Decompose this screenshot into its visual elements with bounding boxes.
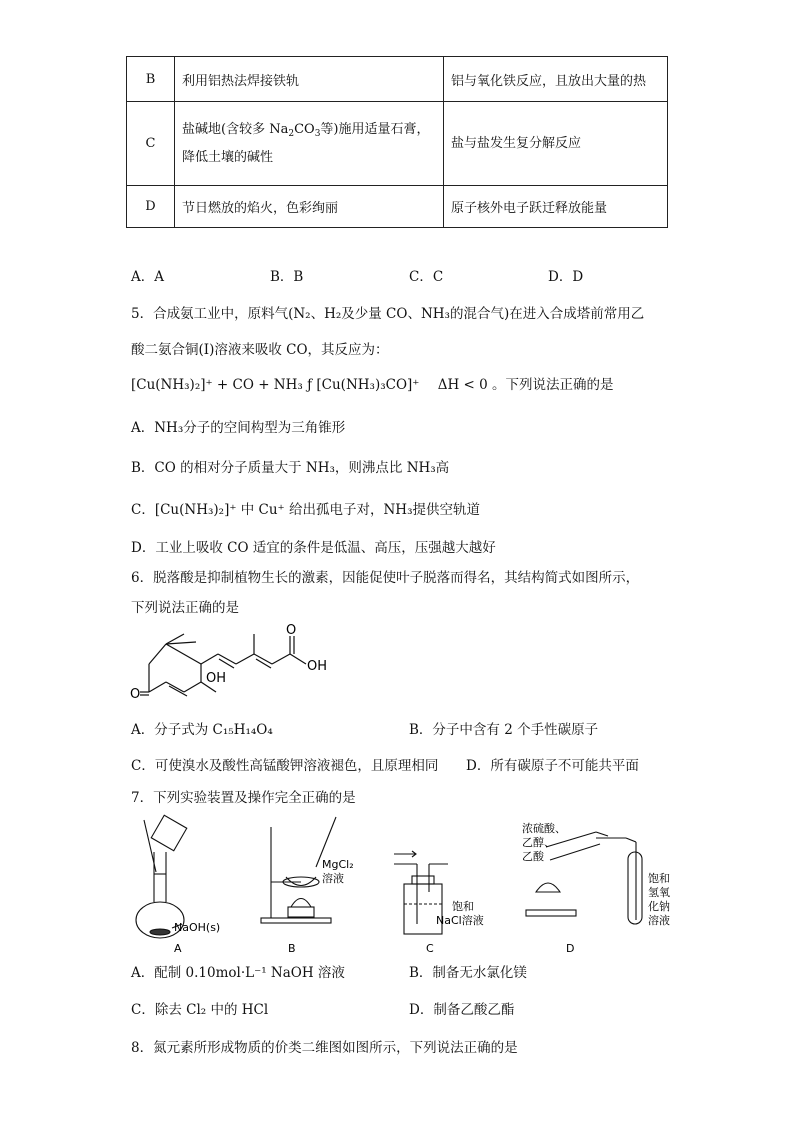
b-reagent-label1: MgCl₂ bbox=[322, 858, 354, 871]
cooh-label: OH bbox=[307, 659, 328, 674]
d-reagent-label2: 乙醇、 bbox=[522, 836, 555, 849]
oh-label: OH bbox=[206, 671, 227, 686]
q4-answer-c: C．C bbox=[409, 269, 444, 285]
d-tube-label1: 饱和 bbox=[648, 872, 670, 885]
q5-option-b: B．CO 的相对分子质量大于 NH₃，则沸点比 NH₃高 bbox=[131, 460, 450, 476]
d-tube-label3: 化钠 bbox=[648, 900, 670, 913]
table-row bbox=[127, 102, 668, 186]
q5-stem-line2: 酸二氨合铜(Ⅰ)溶液来吸收 CO，其反应为： bbox=[131, 342, 389, 358]
a-reagent-label: NaOH(s) bbox=[174, 921, 221, 934]
q6-option-c: C．可使溴水及酸性高锰酸钾溶液褪色，且原理相同 bbox=[131, 758, 439, 774]
q4-answer-d: D．D bbox=[548, 269, 584, 285]
b-figure-label: B bbox=[288, 942, 296, 955]
q5-option-d: D．工业上吸收 CO 适宜的条件是低温、高压，压强越大越好 bbox=[131, 540, 496, 556]
q7-stem: 7．下列实验装置及操作完全正确的是 bbox=[131, 790, 356, 806]
row-key: B bbox=[127, 57, 175, 102]
q4-answer-a: A．A bbox=[131, 269, 164, 285]
q7-option-d: D．制备乙酸乙酯 bbox=[409, 1002, 515, 1018]
q6-option-b: B．分子中含有 2 个手性碳原子 bbox=[409, 722, 599, 738]
a-figure-label: A bbox=[174, 942, 182, 955]
q6-option-a: A．分子式为 C₁₅H₁₄O₄ bbox=[131, 722, 273, 738]
c-figure-label: C bbox=[426, 942, 434, 955]
row-principle: 原子核外电子跃迁释放能量 bbox=[444, 186, 668, 228]
q6-stem-line2: 下列说法正确的是 bbox=[131, 600, 239, 616]
q5-equation: [Cu(NH₃)₂]⁺ + CO + NH₃ ƒ [Cu(NH₃)₃CO]⁺ ΔH < 0 。下列说法正确的是 bbox=[131, 377, 614, 393]
row-key: C bbox=[127, 102, 175, 186]
q6-stem-line1: 6．脱落酸是抑制植物生长的激素，因能促使叶子脱落而得名，其结构简式如图所示， bbox=[131, 570, 640, 586]
table-row bbox=[127, 57, 668, 102]
c-reagent-label1: 饱和 bbox=[452, 900, 474, 913]
q7-option-a: A．配制 0.10mol·L⁻¹ NaOH 溶液 bbox=[131, 965, 345, 981]
q8-stem: 8．氮元素所形成物质的价类二维图如图所示，下列说法正确的是 bbox=[131, 1040, 518, 1056]
options-table bbox=[126, 56, 668, 228]
row-key: D bbox=[127, 186, 175, 228]
q7-option-b: B．制备无水氯化镁 bbox=[409, 965, 527, 981]
row-principle: 盐与盐发生复分解反应 bbox=[444, 102, 668, 186]
carbonyl-o-label: O bbox=[130, 687, 141, 702]
row-principle: 铝与氧化铁反应，且放出大量的热 bbox=[444, 57, 668, 102]
lab-apparatus-figure bbox=[126, 812, 674, 958]
q5-option-c: C．[Cu(NH₃)₂]⁺ 中 Cu⁺ 给出孤电子对，NH₃提供空轨道 bbox=[131, 502, 480, 518]
d-tube-label2: 氢氧 bbox=[648, 886, 670, 899]
d-reagent-label1: 浓硫酸、 bbox=[522, 822, 566, 835]
q6-option-d: D．所有碳原子不可能共平面 bbox=[466, 758, 639, 774]
d-tube-label4: 溶液 bbox=[648, 914, 670, 927]
b-reagent-label2: 溶液 bbox=[322, 872, 344, 885]
q4-answer-b: B．B bbox=[270, 269, 304, 285]
abscisic-acid-structure bbox=[126, 620, 346, 715]
row-method: 利用铝热法焊接铁轨 bbox=[175, 57, 444, 102]
q5-option-a: A．NH₃分子的空间构型为三角锥形 bbox=[131, 420, 346, 436]
row-method: 节日燃放的焰火，色彩绚丽 bbox=[175, 186, 444, 228]
d-figure-label: D bbox=[566, 942, 575, 955]
q5-stem-line1: 5．合成氨工业中，原料气(N₂、H₂及少量 CO、NH₃的混合气)在进入合成塔前常用乙 bbox=[131, 306, 645, 322]
acid-o-label: O bbox=[286, 623, 297, 638]
d-reagent-label3: 乙酸 bbox=[522, 850, 544, 863]
table-row bbox=[127, 186, 668, 228]
c-reagent-label2: NaCl溶液 bbox=[436, 914, 484, 927]
row-method: 盐碱地(含较多 $Na_2CO_3$等)施用适量石膏， 降低土壤的碱性 bbox=[175, 102, 444, 186]
q7-option-c: C．除去 Cl₂ 中的 HCl bbox=[131, 1002, 269, 1018]
